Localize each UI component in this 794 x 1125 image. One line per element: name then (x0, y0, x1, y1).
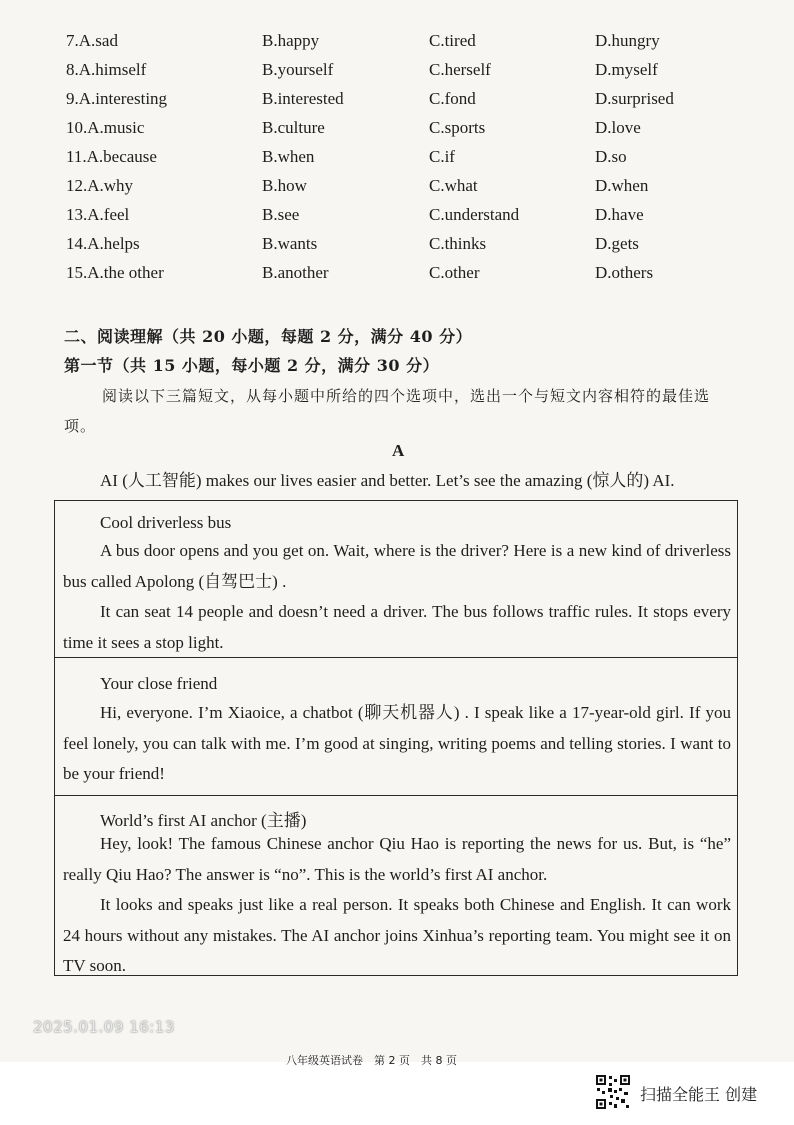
option-b: B.when (262, 147, 315, 166)
option-c: C.sports (429, 118, 486, 137)
option-a: 14.A.helps (66, 234, 140, 253)
box-paragraph: It looks and speaks just like a real person. It speaks both Chinese and English. It can work 24 hours without any mistakes. The AI anchor joins Xinhua’s reporting team. You might see it on TV soon. (63, 895, 731, 975)
passage-box-driverless-bus (54, 500, 738, 658)
option-a: 9.A.interesting (66, 89, 168, 108)
option-row (0, 60, 794, 89)
option-row (0, 147, 794, 176)
section-instruction: 阅读以下三篇短文，从每小题中所给的四个选项中，选出一个与短文内容相符的最佳选项。 (64, 387, 711, 435)
option-a: 7.A.sad (66, 31, 118, 50)
passage-letter: A (392, 441, 405, 460)
option-d: D.gets (595, 234, 639, 253)
option-d: D.surprised (595, 89, 674, 108)
passage-box-ai-anchor (54, 795, 738, 976)
option-row (0, 31, 794, 60)
option-row (0, 263, 794, 292)
option-b: B.happy (262, 31, 320, 50)
photo-timestamp: 2025.01.09 16:13 (33, 1018, 175, 1036)
option-d: D.myself (595, 60, 658, 79)
option-b: B.interested (262, 89, 344, 108)
option-d: D.love (595, 118, 641, 137)
option-c: C.tired (429, 31, 476, 50)
scanner-brand: 扫描全能王 创建 (640, 1085, 758, 1104)
option-b: B.another (262, 263, 329, 282)
option-d: D.others (595, 263, 654, 282)
passage-box-chatbot (54, 657, 738, 796)
option-c: C.thinks (429, 234, 487, 253)
option-c: C.understand (429, 205, 520, 224)
option-d: D.when (595, 176, 649, 195)
box-body (63, 536, 731, 658)
option-b: B.yourself (262, 60, 334, 79)
option-c: C.other (429, 263, 480, 282)
option-row (0, 176, 794, 205)
option-c: C.herself (429, 60, 491, 79)
option-row (0, 118, 794, 147)
option-b: B.see (262, 205, 300, 224)
option-a: 13.A.feel (66, 205, 130, 224)
section-subtitle: 第一节（共 15 小题，每小题 2 分，满分 30 分） (64, 356, 440, 375)
box-body (63, 698, 731, 790)
option-row (0, 89, 794, 118)
option-b: B.how (262, 176, 307, 195)
option-row (0, 234, 794, 263)
option-a: 8.A.himself (66, 60, 147, 79)
qr-code-icon (596, 1075, 630, 1109)
passage-intro: AI (人工智能) makes our lives easier and better. Let’s see the amazing (惊人的) AI. (100, 471, 675, 490)
box-paragraph: It can seat 14 people and doesn’t need a driver. The bus follows traffic rules. It stops every time it sees a stop light. (63, 602, 731, 652)
option-c: C.fond (429, 89, 476, 108)
box-paragraph: A bus door opens and you get on. Wait, where is the driver? Here is a new kind of driverless bus called Apolong (自驾巴士) . (63, 541, 731, 591)
page-footer: 八年级英语试卷 第 2 页 共 8 页 (286, 1054, 457, 1067)
option-a: 12.A.why (66, 176, 134, 195)
option-d: D.hungry (595, 31, 660, 50)
section-title: 二、阅读理解（共 20 小题，每题 2 分，满分 40 分） (64, 327, 473, 346)
box-title: Cool driverless bus (100, 513, 232, 532)
option-a: 10.A.music (66, 118, 145, 137)
option-row (0, 205, 794, 234)
box-body (63, 829, 731, 982)
box-paragraph: Hey, look! The famous Chinese anchor Qiu Hao is reporting the news for us. But, is “he” really Qiu Hao? The answer is “no”. This is the world’s first AI anchor. (63, 834, 731, 884)
box-title: World’s first AI anchor (主播) (100, 811, 307, 830)
option-c: C.what (429, 176, 478, 195)
option-b: B.wants (262, 234, 318, 253)
option-d: D.so (595, 147, 627, 166)
option-c: C.if (429, 147, 455, 166)
option-a: 11.A.because (66, 147, 157, 166)
box-title: Your close friend (100, 674, 218, 693)
option-d: D.have (595, 205, 644, 224)
option-b: B.culture (262, 118, 325, 137)
box-paragraph: Hi, everyone. I’m Xiaoice, a chatbot (聊天机器人) . I speak like a 17-year-old girl. If you feel lonely, you can talk with me. I’m good at singing, writing poems and telling stories. I want to be your friend! (63, 703, 731, 783)
option-a: 15.A.the other (66, 263, 164, 282)
